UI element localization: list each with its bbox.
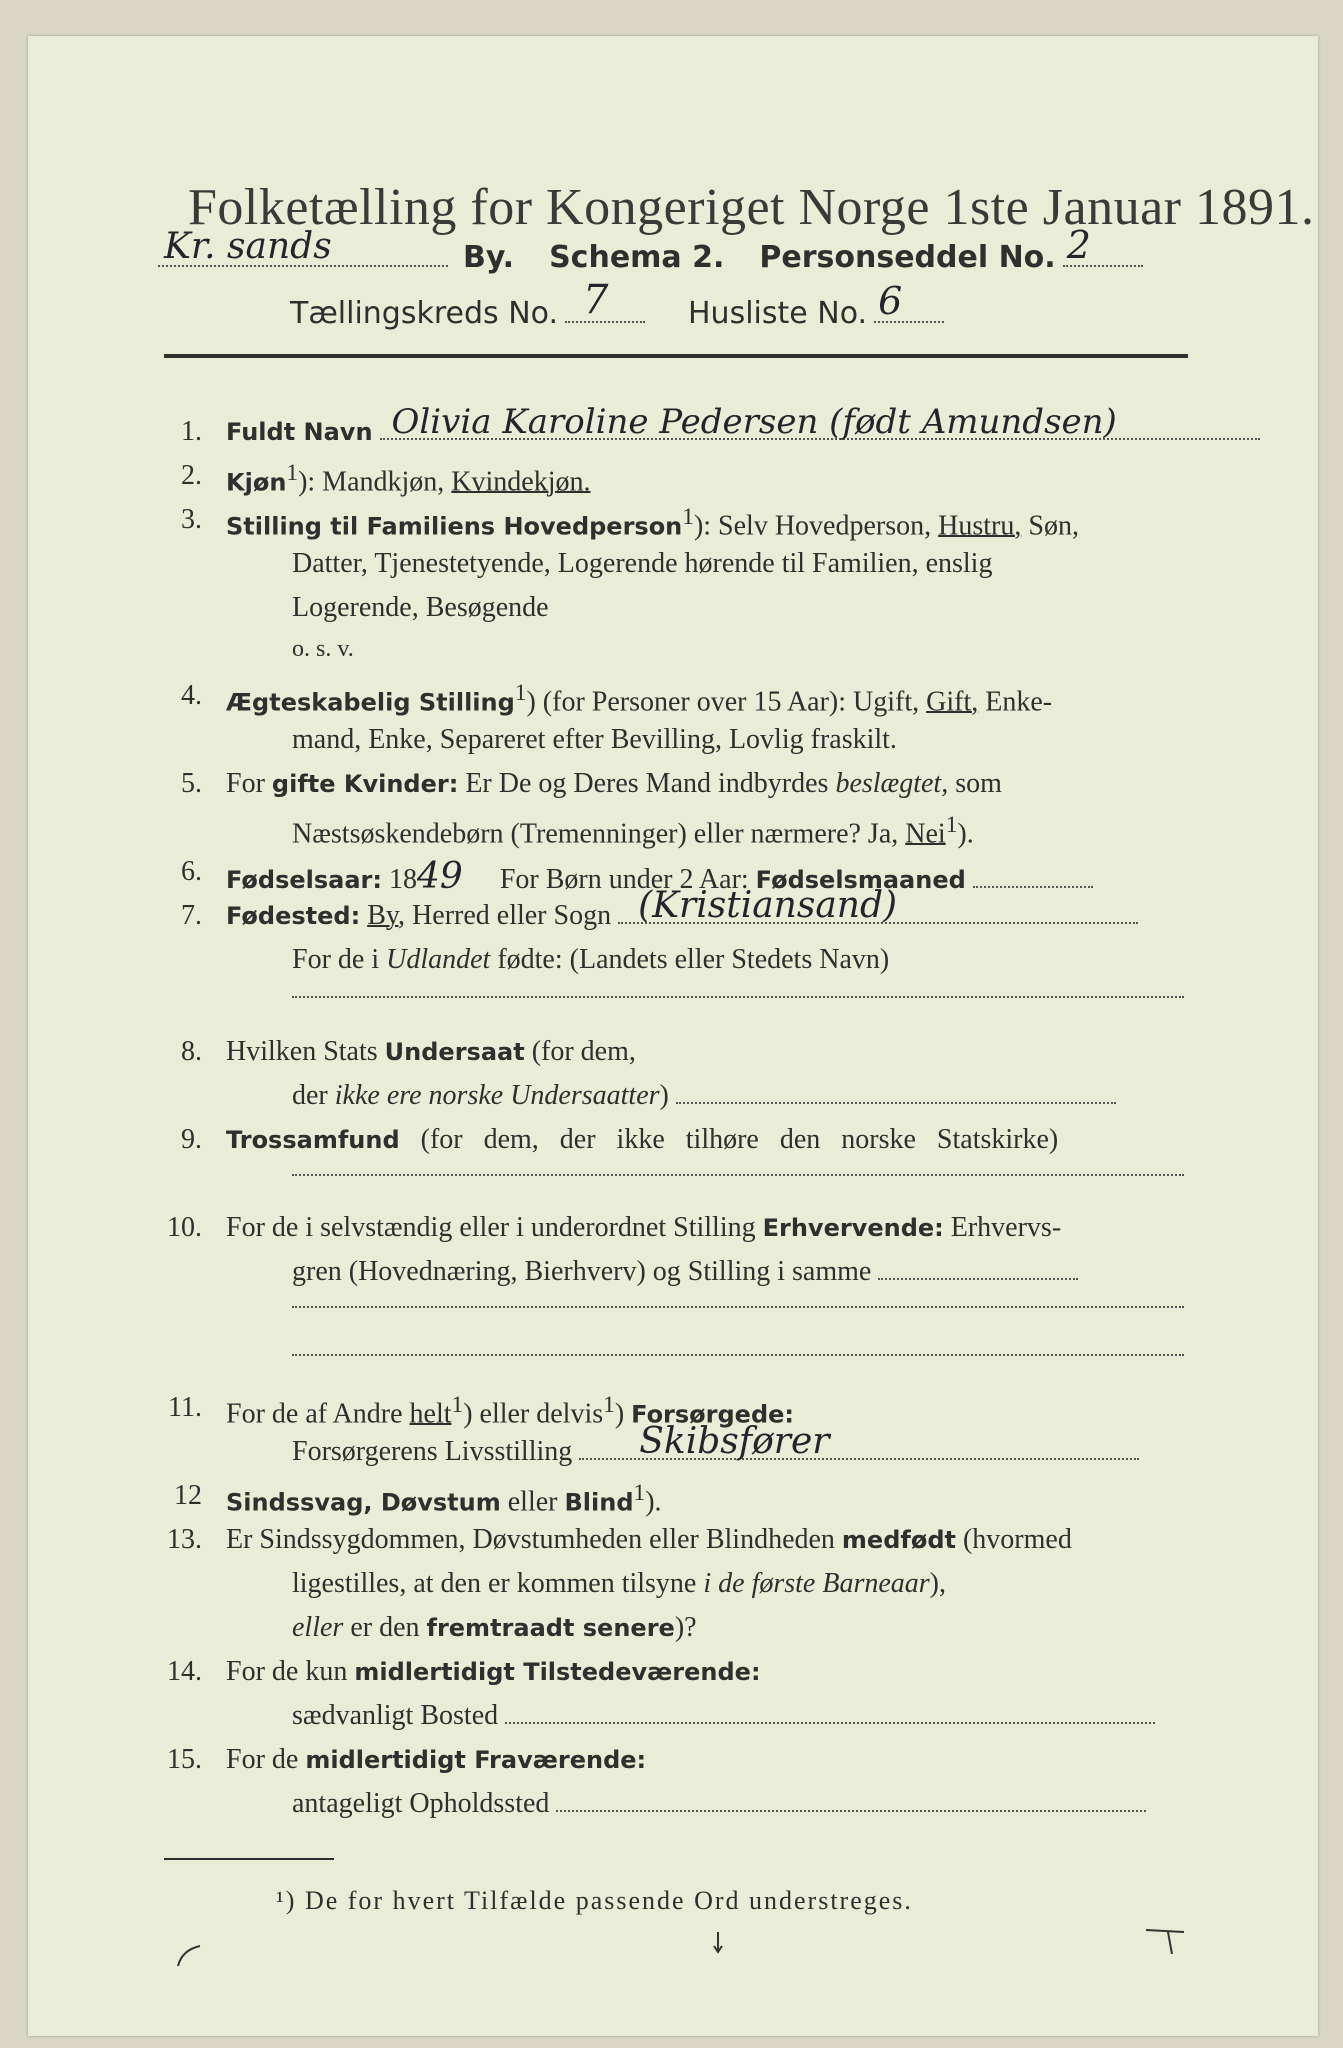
congenital-pre: Er Sindssygdommen, Døvstumheden eller Blindheden xyxy=(226,1524,835,1555)
married-label: gifte Kvinder: xyxy=(271,770,459,798)
kreds-number: 7 xyxy=(583,277,609,323)
presumed-location-label: antageligt Opholdssted xyxy=(292,1788,550,1819)
congenital-line2-italic: i de første Barneaar xyxy=(703,1568,930,1599)
item-7-birthplace xyxy=(226,885,1138,932)
married-text-2: som xyxy=(955,768,1002,799)
husliste-label: Husliste No. xyxy=(688,296,868,331)
item-2-sex xyxy=(226,460,591,498)
marital-text: ) (for Personer over 15 Aar): Ugift, xyxy=(526,686,920,718)
disability-end: ). xyxy=(645,1486,662,1518)
supported-choice-underlined: helt xyxy=(409,1398,452,1430)
citizenship-line-2 xyxy=(292,1080,1116,1112)
header-line-2 xyxy=(290,277,944,331)
item-number: 15. xyxy=(167,1744,202,1775)
occupation-field-2 xyxy=(292,1306,1184,1308)
occupation-text: Erhvervs- xyxy=(950,1212,1062,1243)
position-choice-underlined: Hustru, xyxy=(938,510,1022,542)
footnote-ref: 1 xyxy=(286,460,299,486)
citizenship-text: (for dem, xyxy=(531,1036,636,1067)
occupation-line2-text: gren (Hovednæring, Bierhverv) og Stilling i samme xyxy=(292,1256,872,1287)
congenital-line3-pre: er den xyxy=(350,1612,420,1643)
citizenship-line2-italic: ikke ere norske Undersaatter xyxy=(334,1080,660,1111)
birth-month-label: Fødselsmaaned xyxy=(755,866,966,894)
religion-field xyxy=(292,1174,1184,1176)
citizenship-line2-end: ) xyxy=(659,1080,669,1111)
religion-text: (for dem, der ikke tilhøre den norske Statskirke) xyxy=(420,1124,1059,1155)
position-text: ): Selv Hovedperson, xyxy=(693,510,932,542)
temp-present-pre: For de kun xyxy=(226,1656,348,1687)
abroad-pre: For de i xyxy=(292,944,380,975)
marital-label: Ægteskabelig Stilling xyxy=(226,688,515,717)
citizenship-pre: Hvilken Stats xyxy=(226,1036,378,1067)
disability-label: Sindssvag, Døvstum xyxy=(226,1488,501,1517)
position-label: Stilling til Familiens Hovedperson xyxy=(226,512,683,541)
footnote-ref: 1 xyxy=(945,812,958,838)
item-4-marital xyxy=(226,680,1052,718)
header-rule xyxy=(164,354,1188,358)
occupation-label: Erhvervende: xyxy=(762,1214,944,1242)
schema-label: Schema 2. xyxy=(549,240,725,275)
position-text-2: Søn, xyxy=(1028,510,1079,542)
congenital-line3-end: )? xyxy=(674,1612,697,1643)
town-handwritten: Kr. sands xyxy=(164,226,332,267)
item-13-congenital xyxy=(226,1524,1072,1556)
birthplace-text: Herred eller Sogn xyxy=(412,900,612,931)
item-number: 8. xyxy=(181,1036,202,1067)
occupation-field xyxy=(878,1278,1078,1280)
item-number: 9. xyxy=(181,1124,202,1155)
item-12-disability xyxy=(226,1480,662,1518)
supported-pre: For de af Andre xyxy=(226,1398,403,1430)
marital-line-2: mand, Enke, Separeret efter Bevilling, Lovlig fraskilt. xyxy=(292,724,897,755)
usual-residence-label: sædvanligt Bosted xyxy=(292,1700,499,1731)
supported-line-2 xyxy=(292,1421,1139,1468)
supported-text-2: ) xyxy=(614,1398,625,1430)
position-line-3: Logerende, Besøgende xyxy=(292,592,549,623)
marital-text-2: Enke- xyxy=(985,686,1053,718)
item-9-religion xyxy=(226,1124,1058,1156)
birthplace-abroad-field xyxy=(292,996,1184,998)
item-14-temporarily-present xyxy=(226,1656,761,1688)
married-choice-underlined: Nei xyxy=(905,818,946,850)
disability-text: eller xyxy=(507,1486,558,1518)
form-title: Folketælling for Kongeriget Norge 1ste Januar 1891. xyxy=(188,179,1315,236)
item-8-citizenship xyxy=(226,1036,636,1068)
married-end: ). xyxy=(957,818,974,850)
abroad-text: fødte: (Landets eller Stedets Navn) xyxy=(497,944,890,975)
congenital-text: (hvormed xyxy=(962,1524,1072,1555)
husliste-number: 6 xyxy=(878,279,903,323)
item-number: 11. xyxy=(168,1392,202,1423)
birthplace-line-2 xyxy=(292,944,889,976)
occupation-line-2 xyxy=(292,1256,1078,1288)
item-number: 14. xyxy=(167,1656,202,1687)
item-number: 3. xyxy=(181,504,202,535)
sex-label: Kjøn xyxy=(226,468,287,497)
birth-year-handwritten: 49 xyxy=(417,856,463,897)
footnote-ref: 1 xyxy=(451,1392,464,1418)
citizenship-field xyxy=(676,1102,1116,1104)
full-name-handwritten: Olivia Karoline Pedersen (født Amundsen) xyxy=(391,402,1117,442)
birth-month-field xyxy=(973,886,1093,888)
married-italic: beslægtet, xyxy=(835,768,949,799)
item-1-full-name xyxy=(226,402,1260,448)
citizenship-label: Undersaat xyxy=(384,1038,525,1066)
footnote-ref: 1 xyxy=(682,504,694,530)
birthplace-label: Fødested: xyxy=(226,902,361,930)
item-5-married-women xyxy=(226,768,1002,800)
birth-month-text: For Børn under 2 Aar: xyxy=(499,864,749,895)
congenital-line-2 xyxy=(292,1568,946,1600)
position-line-2: Datter, Tjenestetyende, Logerende hørende til Familien, enslig xyxy=(292,548,993,579)
congenital-line-3 xyxy=(292,1612,697,1644)
temp-absent-line-2 xyxy=(292,1788,1146,1820)
sex-options: ): Mandkjøn, xyxy=(298,466,445,498)
item-number: 5. xyxy=(181,768,202,799)
census-form-page xyxy=(28,36,1318,2036)
blind-label: Blind xyxy=(564,1488,634,1517)
birthplace-handwritten: (Kristiansand) xyxy=(638,885,898,926)
occupation-field-3 xyxy=(292,1354,1184,1356)
position-line-4: o. s. v. xyxy=(292,636,354,662)
item-number: 7. xyxy=(181,900,202,931)
item-number: 12 xyxy=(174,1480,202,1511)
header-line-1 xyxy=(158,223,1143,275)
later-onset-label: fremtraadt senere xyxy=(426,1614,675,1642)
kreds-label: Tællingskreds No. xyxy=(290,296,558,331)
birth-year-label: Fødselsaar: xyxy=(226,866,382,894)
item-number: 1. xyxy=(181,416,202,447)
by-label: By. xyxy=(463,240,515,275)
provider-occupation-label: Forsørgerens Livsstilling xyxy=(292,1436,573,1467)
footnote-ref: 1 xyxy=(603,1392,615,1418)
birth-year-prefix: 18 xyxy=(389,864,417,895)
footnote-rule xyxy=(164,1858,334,1860)
married-pre: For xyxy=(226,768,265,799)
item-number: 4. xyxy=(181,680,202,711)
full-name-label: Fuldt Navn xyxy=(226,418,373,446)
abroad-italic: Udlandet xyxy=(386,944,491,975)
item-number: 10. xyxy=(167,1212,202,1243)
personseddel-number: 2 xyxy=(1066,223,1091,267)
sex-choice-underlined: Kvindekjøn. xyxy=(451,466,591,498)
birthplace-choice-underlined: By, xyxy=(367,900,406,931)
married-question: Næstsøskendebørn (Tremenninger) eller nærmere? Ja, xyxy=(292,818,899,850)
married-text: Er De og Deres Mand indbyrdes xyxy=(465,768,829,799)
footnote-ref: 1 xyxy=(514,680,527,706)
occupation-pre: For de i selvstændig eller i underordnet Stilling xyxy=(226,1212,756,1243)
supported-label: Forsørgede: xyxy=(631,1400,795,1429)
married-line-2 xyxy=(292,812,974,850)
footnote-ref: 1 xyxy=(633,1480,646,1506)
presumed-location-field xyxy=(556,1810,1146,1812)
religion-label: Trossamfund xyxy=(226,1126,400,1154)
printer-mark-right xyxy=(1138,1922,1198,1962)
temp-present-label: midlertidigt Tilstedeværende: xyxy=(354,1658,761,1686)
temp-absent-pre: For de xyxy=(226,1744,299,1775)
item-number: 2. xyxy=(181,460,202,491)
item-number: 13. xyxy=(167,1524,202,1555)
usual-residence-field xyxy=(505,1722,1155,1724)
marital-choice-underlined: Gift, xyxy=(926,686,979,718)
citizenship-line2-pre: der xyxy=(292,1080,328,1111)
item-number: 6. xyxy=(181,856,202,887)
item-15-temporarily-absent xyxy=(226,1744,646,1776)
congenital-line2-end: ), xyxy=(929,1568,946,1599)
temp-absent-label: midlertidigt Fraværende: xyxy=(305,1746,647,1774)
item-3-position xyxy=(226,504,1079,542)
congenital-line3-italic: eller xyxy=(292,1612,344,1643)
personseddel-label: Personseddel No. xyxy=(759,240,1056,275)
item-10-occupation xyxy=(226,1212,1061,1244)
congenital-line2-pre: ligestilles, at den er kommen tilsyne xyxy=(292,1568,697,1599)
printer-mark-left xyxy=(168,1936,228,1976)
supported-text: ) eller delvis xyxy=(463,1398,604,1430)
congenital-label: medfødt xyxy=(841,1526,956,1554)
printer-mark-center xyxy=(708,1928,728,1958)
provider-occupation-handwritten: Skibsfører xyxy=(639,1421,830,1462)
temp-present-line-2 xyxy=(292,1700,1155,1732)
footnote: ¹) De for hvert Tilfælde passende Ord understreges. xyxy=(276,1886,913,1915)
